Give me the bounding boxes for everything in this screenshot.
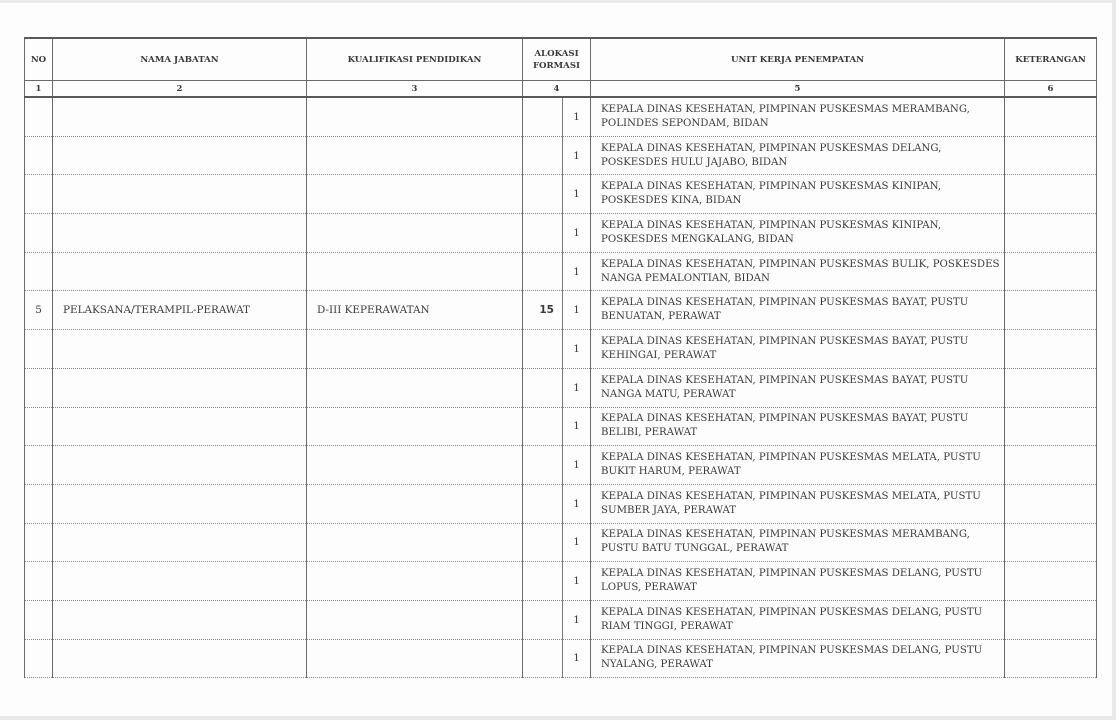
cell-unit-kerja xyxy=(591,175,1005,214)
cell-nama-jabatan xyxy=(53,600,307,639)
cell-unit-kerja xyxy=(591,562,1005,601)
cell-alokasi-total xyxy=(523,368,563,407)
unit-kerja-line1: KEPALA DINAS KESEHATAN, PIMPINAN PUSKESMAS KINIPAN, xyxy=(601,181,942,193)
cell-no xyxy=(25,639,53,678)
cell-kualifikasi xyxy=(307,368,523,407)
column-number: 6 xyxy=(1005,81,1097,98)
cell-kualifikasi xyxy=(307,562,523,601)
cell-keterangan xyxy=(1005,639,1097,678)
cell-nama-jabatan: PELAKSANA/TERAMPIL-PERAWAT xyxy=(53,291,307,330)
cell-nama-jabatan xyxy=(53,214,307,253)
cell-unit-kerja xyxy=(591,446,1005,485)
unit-kerja-line2: POLINDES SEPONDAM, BIDAN xyxy=(601,117,769,129)
cell-unit-kerja xyxy=(591,291,1005,330)
cell-alokasi-unit: 1 xyxy=(563,523,591,562)
cell-alokasi-total xyxy=(523,214,563,253)
cell-nama-jabatan xyxy=(53,523,307,562)
cell-no xyxy=(25,562,53,601)
table-row xyxy=(25,136,1097,175)
cell-unit-kerja xyxy=(591,330,1005,369)
unit-kerja-line1: KEPALA DINAS KESEHATAN, PIMPINAN PUSKESMAS MERAMBANG, xyxy=(601,529,970,541)
cell-alokasi-total xyxy=(523,97,563,136)
header-kualifikasi-pendidikan: KUALIFIKASI PENDIDIKAN xyxy=(307,38,523,81)
cell-unit-kerja xyxy=(591,523,1005,562)
cell-keterangan xyxy=(1005,330,1097,369)
cell-nama-jabatan xyxy=(53,484,307,523)
unit-kerja-line1: KEPALA DINAS KESEHATAN, PIMPINAN PUSKESMAS DELANG, PUSTU xyxy=(601,606,983,618)
unit-kerja-line2: BENUATAN, PERAWAT xyxy=(601,311,721,323)
cell-no xyxy=(25,523,53,562)
column-number: 1 xyxy=(25,81,53,98)
cell-alokasi-unit: 1 xyxy=(563,407,591,446)
cell-alokasi-unit: 1 xyxy=(563,484,591,523)
cell-no xyxy=(25,407,53,446)
cell-alokasi-unit: 1 xyxy=(563,214,591,253)
unit-kerja-line2: NANGA MATU, PERAWAT xyxy=(601,388,736,400)
cell-no: 5 xyxy=(25,291,53,330)
cell-kualifikasi xyxy=(307,446,523,485)
cell-alokasi-unit: 1 xyxy=(563,175,591,214)
header-row xyxy=(25,38,1097,81)
unit-kerja-line1: KEPALA DINAS KESEHATAN, PIMPINAN PUSKESMAS DELANG, xyxy=(601,142,942,154)
table-row xyxy=(25,330,1097,369)
table-row xyxy=(25,407,1097,446)
cell-unit-kerja xyxy=(591,252,1005,291)
cell-nama-jabatan xyxy=(53,330,307,369)
unit-kerja-line2: POSKESDES KINA, BIDAN xyxy=(601,195,742,207)
column-number: 3 xyxy=(307,81,523,98)
cell-nama-jabatan xyxy=(53,136,307,175)
cell-keterangan xyxy=(1005,600,1097,639)
table-row xyxy=(25,214,1097,253)
unit-kerja-line2: LOPUS, PERAWAT xyxy=(601,582,697,594)
cell-no xyxy=(25,97,53,136)
cell-keterangan xyxy=(1005,136,1097,175)
cell-kualifikasi: D-III KEPERAWATAN xyxy=(307,291,523,330)
header-alokasi-line1: ALOKASI xyxy=(534,48,579,59)
cell-alokasi-unit: 1 xyxy=(563,600,591,639)
unit-kerja-line2: NANGA PEMALONTIAN, BIDAN xyxy=(601,272,770,284)
unit-kerja-line2: POSKESDES HULU JAJABO, BIDAN xyxy=(601,156,788,168)
table-row xyxy=(25,252,1097,291)
cell-alokasi-total xyxy=(523,136,563,175)
cell-kualifikasi xyxy=(307,600,523,639)
column-number: 5 xyxy=(591,81,1005,98)
unit-kerja-line2: SUMBER JAYA, PERAWAT xyxy=(601,504,737,516)
unit-kerja-line1: KEPALA DINAS KESEHATAN, PIMPINAN PUSKESMAS DELANG, PUSTU xyxy=(601,568,983,580)
cell-no xyxy=(25,368,53,407)
table-row xyxy=(25,368,1097,407)
cell-unit-kerja xyxy=(591,136,1005,175)
cell-kualifikasi xyxy=(307,407,523,446)
cell-alokasi-unit: 1 xyxy=(563,330,591,369)
unit-kerja-line2: NYALANG, PERAWAT xyxy=(601,659,713,671)
table-row xyxy=(25,291,1097,330)
column-number: 2 xyxy=(53,81,307,98)
header-nama-jabatan: NAMA JABATAN xyxy=(53,38,307,81)
cell-alokasi-unit: 1 xyxy=(563,252,591,291)
cell-no xyxy=(25,330,53,369)
unit-kerja-line1: KEPALA DINAS KESEHATAN, PIMPINAN PUSKESMAS DELANG, PUSTU xyxy=(601,645,983,657)
cell-kualifikasi xyxy=(307,330,523,369)
cell-no xyxy=(25,136,53,175)
cell-alokasi-unit: 1 xyxy=(563,639,591,678)
cell-keterangan xyxy=(1005,407,1097,446)
cell-no xyxy=(25,446,53,485)
cell-kualifikasi xyxy=(307,252,523,291)
unit-kerja-line1: KEPALA DINAS KESEHATAN, PIMPINAN PUSKESMAS BULIK, POSKESDES xyxy=(601,258,1000,270)
table-row xyxy=(25,446,1097,485)
cell-keterangan xyxy=(1005,252,1097,291)
unit-kerja-line1: KEPALA DINAS KESEHATAN, PIMPINAN PUSKESMAS BAYAT, PUSTU xyxy=(601,413,969,425)
cell-kualifikasi xyxy=(307,136,523,175)
cell-alokasi-unit: 1 xyxy=(563,446,591,485)
cell-alokasi-total xyxy=(523,446,563,485)
cell-nama-jabatan xyxy=(53,446,307,485)
cell-alokasi-total xyxy=(523,330,563,369)
table-row xyxy=(25,175,1097,214)
cell-keterangan xyxy=(1005,97,1097,136)
cell-alokasi-total xyxy=(523,600,563,639)
header-alokasi-line2: FORMASI xyxy=(532,60,581,71)
table-row xyxy=(25,639,1097,678)
cell-kualifikasi xyxy=(307,484,523,523)
cell-no xyxy=(25,214,53,253)
cell-nama-jabatan xyxy=(53,368,307,407)
column-number: 4 xyxy=(523,81,591,98)
column-number-row xyxy=(25,81,1097,98)
unit-kerja-line2: BUKIT HARUM, PERAWAT xyxy=(601,466,741,478)
cell-unit-kerja xyxy=(591,639,1005,678)
cell-keterangan xyxy=(1005,175,1097,214)
cell-no xyxy=(25,175,53,214)
cell-alokasi-total xyxy=(523,523,563,562)
unit-kerja-line2: RIAM TINGGI, PERAWAT xyxy=(601,620,733,632)
cell-nama-jabatan xyxy=(53,407,307,446)
table-row xyxy=(25,97,1097,136)
cell-kualifikasi xyxy=(307,639,523,678)
cell-keterangan xyxy=(1005,446,1097,485)
table-row xyxy=(25,562,1097,601)
header-unit-kerja-penempatan: UNIT KERJA PENEMPATAN xyxy=(591,38,1005,81)
cell-nama-jabatan xyxy=(53,562,307,601)
unit-kerja-line1: KEPALA DINAS KESEHATAN, PIMPINAN PUSKESMAS BAYAT, PUSTU xyxy=(601,335,969,347)
cell-nama-jabatan xyxy=(53,252,307,291)
header-no: NO xyxy=(25,38,53,81)
cell-unit-kerja xyxy=(591,407,1005,446)
unit-kerja-line1: KEPALA DINAS KESEHATAN, PIMPINAN PUSKESMAS MELATA, PUSTU xyxy=(601,490,981,502)
cell-no xyxy=(25,484,53,523)
formasi-table xyxy=(24,37,1097,678)
table-row xyxy=(25,523,1097,562)
cell-nama-jabatan xyxy=(53,639,307,678)
cell-keterangan xyxy=(1005,562,1097,601)
cell-nama-jabatan xyxy=(53,97,307,136)
unit-kerja-line1: KEPALA DINAS KESEHATAN, PIMPINAN PUSKESMAS MERAMBANG, xyxy=(601,103,970,115)
cell-unit-kerja xyxy=(591,484,1005,523)
document-page xyxy=(0,3,1112,716)
cell-no xyxy=(25,600,53,639)
cell-alokasi-total xyxy=(523,175,563,214)
cell-kualifikasi xyxy=(307,523,523,562)
cell-keterangan xyxy=(1005,523,1097,562)
cell-alokasi-total: 15 xyxy=(523,291,563,330)
unit-kerja-line1: KEPALA DINAS KESEHATAN, PIMPINAN PUSKESMAS KINIPAN, xyxy=(601,219,942,231)
cell-alokasi-unit: 1 xyxy=(563,97,591,136)
cell-keterangan xyxy=(1005,291,1097,330)
cell-kualifikasi xyxy=(307,175,523,214)
unit-kerja-line1: KEPALA DINAS KESEHATAN, PIMPINAN PUSKESMAS BAYAT, PUSTU xyxy=(601,374,969,386)
cell-alokasi-total xyxy=(523,562,563,601)
cell-unit-kerja xyxy=(591,214,1005,253)
unit-kerja-line2: PUSTU BATU TUNGGAL, PERAWAT xyxy=(601,543,789,555)
cell-alokasi-total xyxy=(523,407,563,446)
cell-keterangan xyxy=(1005,214,1097,253)
cell-alokasi-total xyxy=(523,484,563,523)
cell-nama-jabatan xyxy=(53,175,307,214)
cell-unit-kerja xyxy=(591,600,1005,639)
cell-unit-kerja xyxy=(591,97,1005,136)
cell-kualifikasi xyxy=(307,214,523,253)
table-row xyxy=(25,484,1097,523)
cell-unit-kerja xyxy=(591,368,1005,407)
unit-kerja-line2: BELIBI, PERAWAT xyxy=(601,427,698,439)
unit-kerja-line1: KEPALA DINAS KESEHATAN, PIMPINAN PUSKESMAS BAYAT, PUSTU xyxy=(601,297,969,309)
unit-kerja-line2: KEHINGAI, PERAWAT xyxy=(601,349,717,361)
cell-no xyxy=(25,252,53,291)
cell-alokasi-unit: 1 xyxy=(563,136,591,175)
header-keterangan: KETERANGAN xyxy=(1005,38,1097,81)
cell-alokasi-unit: 1 xyxy=(563,562,591,601)
cell-keterangan xyxy=(1005,484,1097,523)
cell-alokasi-total xyxy=(523,639,563,678)
cell-alokasi-unit: 1 xyxy=(563,368,591,407)
cell-kualifikasi xyxy=(307,97,523,136)
cell-alokasi-total xyxy=(523,252,563,291)
unit-kerja-line2: POSKESDES MENGKALANG, BIDAN xyxy=(601,233,794,245)
header-alokasi-formasi xyxy=(523,38,591,81)
unit-kerja-line1: KEPALA DINAS KESEHATAN, PIMPINAN PUSKESMAS MELATA, PUSTU xyxy=(601,452,981,464)
cell-alokasi-unit: 1 xyxy=(563,291,591,330)
cell-keterangan xyxy=(1005,368,1097,407)
table-row xyxy=(25,600,1097,639)
